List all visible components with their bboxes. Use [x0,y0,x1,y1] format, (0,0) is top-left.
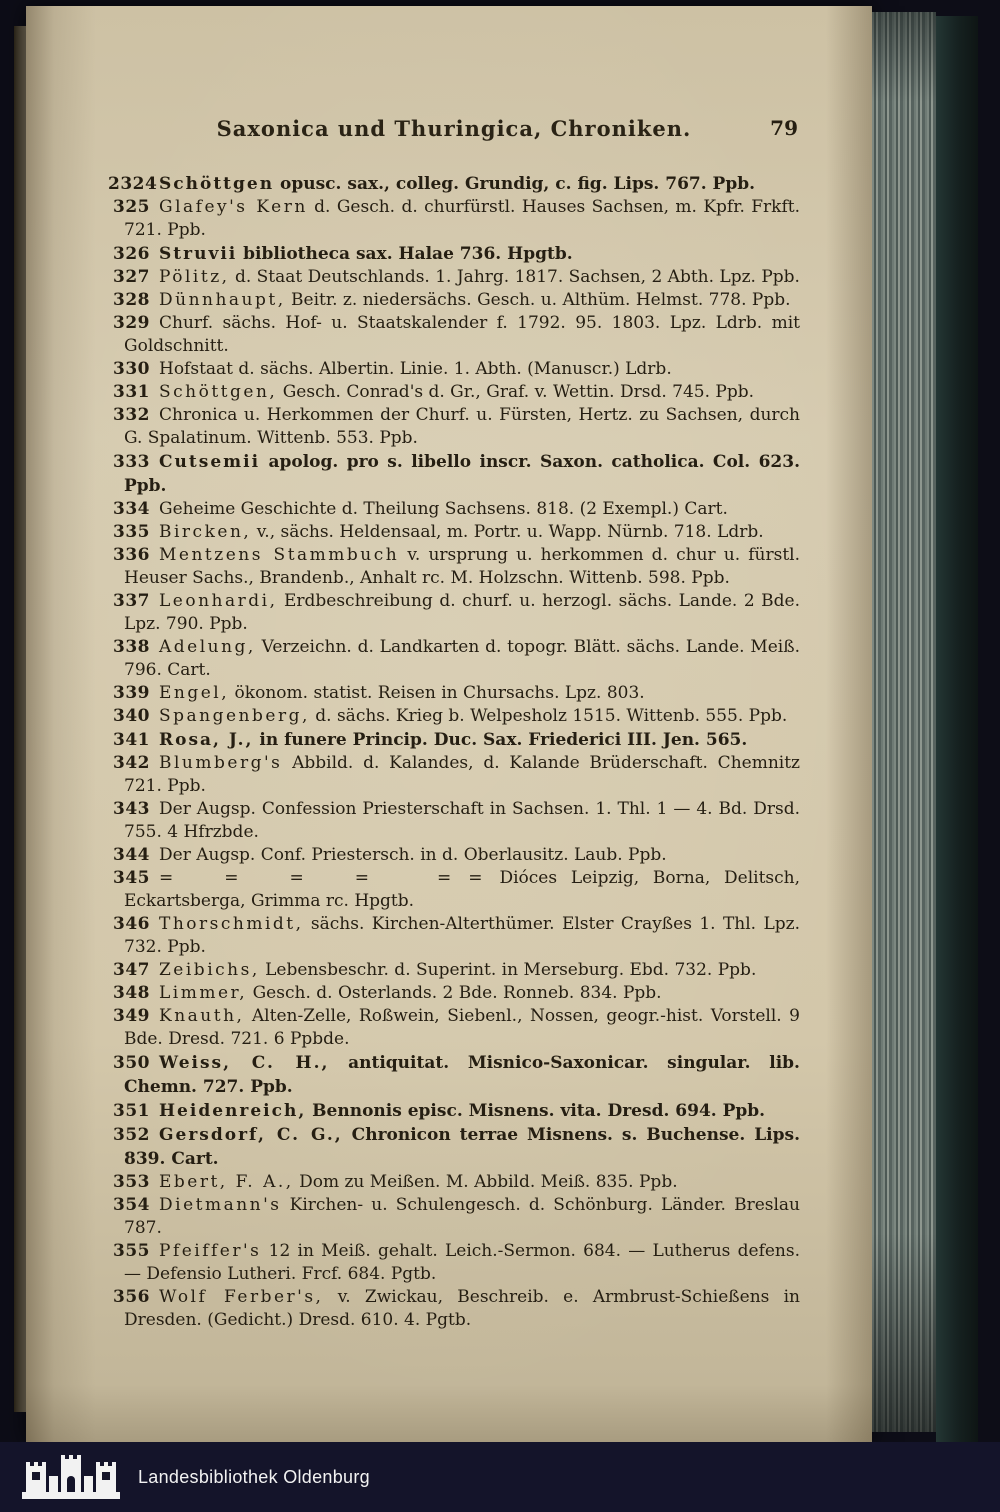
entry-author: Adelung, [159,637,256,657]
entry-author: Weiss, C. H., [159,1053,330,1073]
entry-text: Lebensbeschr. d. Superint. in Merseburg. Ebd. 732. Ppb. [259,960,757,980]
entry-author: Thorschmidt, [159,914,304,934]
entry-number: 325 [113,197,150,217]
entry-author: Bircken, [159,522,252,542]
page-header [108,116,800,146]
entry-number: 336 [113,545,150,565]
page-title: Saxonica und Thuringica, Chroniken. [216,116,692,141]
entry-number: 353 [113,1172,150,1192]
entry-author: Heidenreich, [159,1101,307,1121]
entry-number: 351 [113,1101,150,1121]
entry-text: d. Gesch. d. churfürstl. Hauses Sachsen, m. Kpfr. Frkft. 721. Ppb. [124,197,800,240]
entry-author: Knauth, [159,1006,245,1026]
entry-author: Wolf Ferber's, [159,1287,324,1307]
entry-number: 356 [113,1287,150,1307]
catalog-entry [108,982,800,1005]
catalog-entry [108,289,800,312]
catalog-entry [108,1051,800,1099]
entry-number: 352 [113,1125,150,1145]
entry-number: 328 [113,290,150,310]
catalog-entry [108,196,800,242]
entry-text: Verzeichn. d. Landkarten d. topogr. Blätt. sächs. Lande. Meiß. 796. Cart. [124,637,800,680]
catalog-entry [108,1240,800,1286]
entry-number: 331 [113,382,150,402]
entry-author: Dietmann's [159,1195,282,1215]
catalog-entry [108,636,800,682]
entry-number: 343 [113,799,150,819]
catalog-entry [108,544,800,590]
entry-text: Der Augsp. Confession Priesterschaft in Sachsen. 1. Thl. 1 — 4. Bd. Drsd. 755. 4 Hfrzbde. [124,799,800,842]
entry-text: d. Staat Deutschlands. 1. Jahrg. 1817. Sachsen, 2 Abth. Lpz. Ppb. [229,267,800,287]
catalog-entry [108,1123,800,1171]
entry-number: 346 [113,914,150,934]
catalog-entry [108,172,800,196]
page-content [108,116,800,1332]
entry-number: 354 [113,1195,150,1215]
entry-author: Rosa, J., [159,730,254,750]
entry-text: Hofstaat d. sächs. Albertin. Linie. 1. Abth. (Manuscr.) Ldrb. [159,359,672,379]
entry-author: Zeibichs, [159,960,260,980]
entry-author: Struvii [159,244,238,264]
catalog-entry [108,312,800,358]
book-cover-edge [936,16,978,1444]
library-name: Landesbibliothek Oldenburg [138,1466,370,1487]
entry-text: antiquitat. Misnico-Saxonicar. singular. lib. Chemn. 727. Ppb. [124,1053,800,1097]
catalog-entry [108,266,800,289]
book-page [26,6,872,1442]
catalog-entry [108,705,800,728]
entry-text: 12 in Meiß. gehalt. Leich.-Sermon. 684. — Lutherus defens. — Defensio Lutheri. Frcf. 684. Pgtb. [124,1241,800,1284]
entry-number: 333 [113,452,150,472]
entry-text: Kirchen- u. Schulengesch. d. Schönburg. Länder. Breslau 787. [124,1195,800,1238]
footer-bar [0,1442,1000,1512]
catalog-entry [108,1099,800,1123]
entry-author: Limmer, [159,983,248,1003]
catalog-entry [108,752,800,798]
catalog-entry [108,913,800,959]
entry-author: Schöttgen, [159,382,278,402]
catalog-entry [108,1194,800,1240]
entry-number: 327 [113,267,150,287]
entry-text: Erdbeschreibung d. churf. u. herzogl. sächs. Lande. 2 Bde. Lpz. 790. Ppb. [124,591,800,634]
entry-author: Blumberg's [159,753,283,773]
entry-author: Cutsemii [159,452,261,472]
entry-number: 344 [113,845,150,865]
catalog-entry [108,1171,800,1194]
catalog-entry [108,498,800,521]
entry-text: v. Zwickau, Beschreib. e. Armbrust-Schießens in Dresden. (Gedicht.) Dresd. 610. 4. Pgtb. [124,1287,800,1330]
catalog-entry [108,358,800,381]
entry-number: 326 [113,244,150,264]
page-stack-edge [872,12,936,1432]
entry-author: Dünnhaupt, [159,290,286,310]
entry-author: Pölitz, [159,267,230,287]
entry-author: Schöttgen [159,174,275,194]
entry-text: Abbild. d. Kalandes, d. Kalande Brüderschaft. Chemnitz 721. Ppb. [124,753,800,796]
entry-text: ökonom. statist. Reisen in Chursachs. Lpz. 803. [229,683,645,703]
catalog-entry [108,959,800,982]
entry-list [108,172,800,1332]
entry-text: Chronica u. Herkommen der Churf. u. Fürsten, Hertz. zu Sachsen, durch G. Spalatinum. Wittenb. 553. Ppb. [124,405,800,448]
library-logo [22,1454,120,1500]
catalog-entry [108,590,800,636]
entry-number: 348 [113,983,150,1003]
entry-number: 337 [113,591,150,611]
entry-number: 330 [113,359,150,379]
catalog-entry [108,798,800,844]
entry-text: Chronicon terrae Misnens. s. Buchense. Lips. 839. Cart. [124,1125,800,1169]
entry-number: 342 [113,753,150,773]
entry-text: apolog. pro s. libello inscr. Saxon. catholica. Col. 623. Ppb. [124,452,800,496]
entry-number: 349 [113,1006,150,1026]
entry-number: 338 [113,637,150,657]
entry-text: Beitr. z. niedersächs. Gesch. u. Althüm. Helmst. 778. Ppb. [285,290,791,310]
entry-number: 339 [113,683,150,703]
catalog-entry [108,728,800,752]
entry-text: v. ursprung u. herkommen d. chur u. fürstl. Heuser Sachs., Brandenb., Anhalt rc. M. Holzschn. Wittenb. 598. Ppb. [124,545,800,588]
entry-text: sächs. Kirchen-Alterthümer. Elster Crayßes 1. Thl. Lpz. 732. Ppb. [124,914,800,957]
entry-author: Glafey's Kern [159,197,308,217]
entry-number: 340 [113,706,150,726]
entry-number: 350 [113,1053,150,1073]
entry-text: = = = = = = Dióces Leipzig, Borna, Delitsch, Eckartsberga, Grimma rc. Hpgtb. [124,868,800,911]
catalog-entry [108,450,800,498]
entry-text: Der Augsp. Conf. Priestersch. in d. Oberlausitz. Laub. Ppb. [159,845,667,865]
entry-text: Bennonis episc. Misnens. vita. Dresd. 694. Ppb. [306,1101,766,1121]
catalog-entry [108,1286,800,1332]
entry-author: Gersdorf, C. G., [159,1125,343,1145]
entry-text: Churf. sächs. Hof- u. Staatskalender f. 1792. 95. 1803. Lpz. Ldrb. mit Goldschnitt. [124,313,800,356]
catalog-entry [108,242,800,266]
entry-text: Alten-Zelle, Roßwein, Siebenl., Nossen, geogr.-hist. Vorstell. 9 Bde. Dresd. 721. 6 Ppbde. [124,1006,800,1049]
entry-author: Spangenberg, [159,706,310,726]
entry-number: 355 [113,1241,150,1261]
entry-number: 2324 [108,174,158,194]
entry-author: Engel, [159,683,230,703]
entry-text: in funere Princip. Duc. Sax. Friederici III. Jen. 565. [253,730,748,750]
entry-text: v., sächs. Heldensaal, m. Portr. u. Wapp. Nürnb. 718. Ldrb. [251,522,764,542]
catalog-entry [108,844,800,867]
entry-text: Gesch. Conrad's d. Gr., Graf. v. Wettin. Drsd. 745. Ppb. [277,382,755,402]
entry-number: 345 [113,868,150,888]
entry-author: Pfeiffer's [159,1241,262,1261]
entry-number: 335 [113,522,150,542]
entry-author: Ebert, F. A., [159,1172,294,1192]
entry-number: 332 [113,405,150,425]
entry-text: opusc. sax., colleg. Grundig, c. fig. Lips. 767. Ppb. [274,174,756,194]
entry-author: Leonhardi, [159,591,278,611]
page-number: 79 [770,116,798,140]
entry-text: d. sächs. Krieg b. Welpesholz 1515. Wittenb. 555. Ppb. [309,706,788,726]
entry-text: Geheime Geschichte d. Theilung Sachsens. 818. (2 Exempl.) Cart. [159,499,728,519]
entry-text: bibliotheca sax. Halae 736. Hpgtb. [237,244,573,264]
entry-number: 329 [113,313,150,333]
entry-number: 341 [113,730,150,750]
entry-text: Gesch. d. Osterlands. 2 Bde. Ronneb. 834. Ppb. [247,983,662,1003]
entry-number: 334 [113,499,150,519]
catalog-entry [108,404,800,450]
catalog-entry [108,867,800,913]
entry-text: Dom zu Meißen. M. Abbild. Meiß. 835. Ppb. [293,1172,678,1192]
entry-number: 347 [113,960,150,980]
catalog-entry [108,682,800,705]
entry-author: Mentzens Stammbuch [159,545,400,565]
catalog-entry [108,1005,800,1051]
catalog-entry [108,521,800,544]
catalog-entry [108,381,800,404]
